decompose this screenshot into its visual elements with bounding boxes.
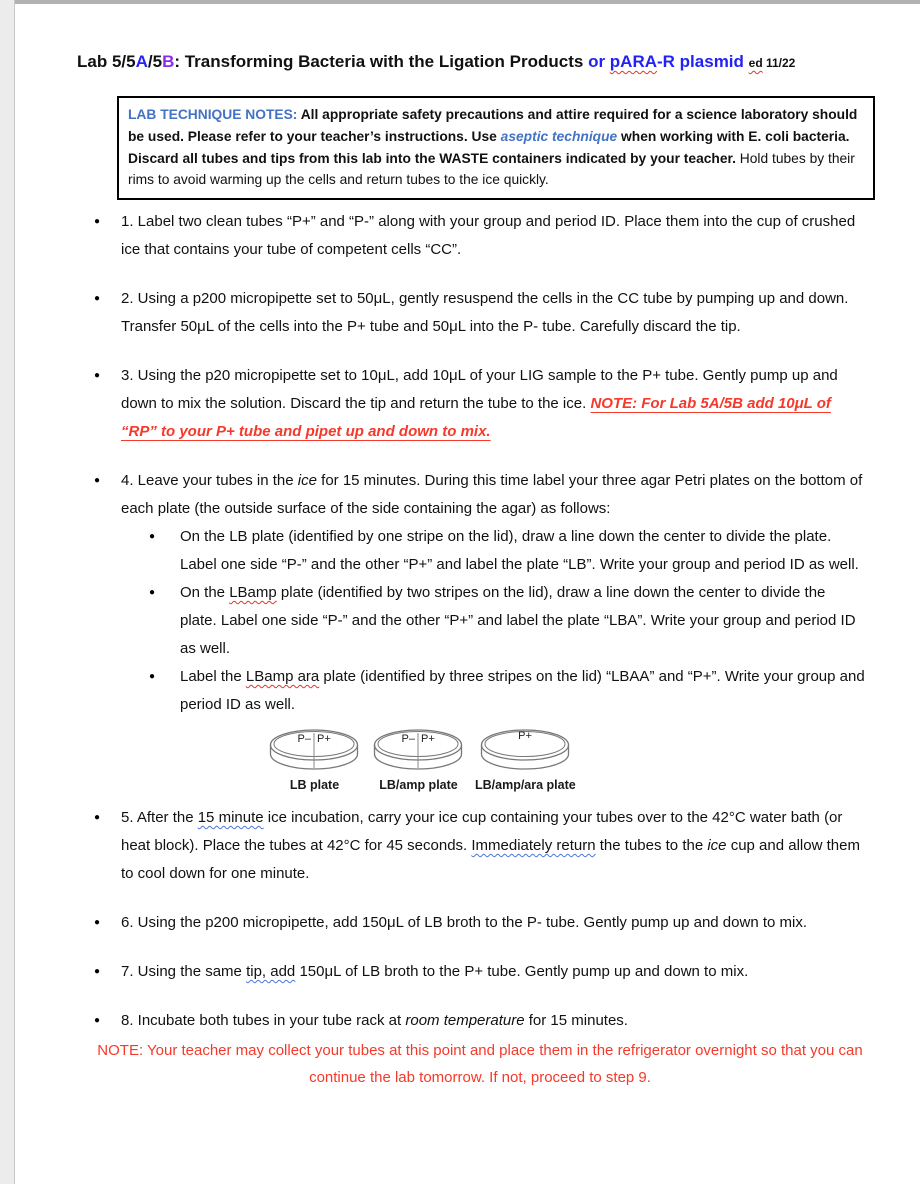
plate-caption: LB/amp/ara plate	[475, 778, 576, 793]
text-segment: On the LB plate (identified by one stripe on the lid), draw a line down the center to divide the plate. Label one side “P-” and the other “P+” and label the plate “LB”. Write your group and period ID as well.	[180, 528, 859, 574]
step-8-text	[121, 1007, 869, 1035]
text-segment: 7. Using the same	[121, 963, 247, 981]
text-segment: ice	[707, 837, 727, 855]
step-4	[15, 467, 920, 523]
svg-text:P+: P+	[517, 730, 532, 743]
step-4a	[15, 523, 920, 579]
svg-text:P+: P+	[317, 733, 331, 746]
plate-caption: LB/amp plate	[379, 778, 458, 793]
text-segment: A	[135, 52, 148, 71]
bullet-icon: ●	[94, 966, 101, 978]
text-segment: tip, add	[246, 963, 296, 981]
text-segment: 1. Label two clean tubes “P+” and “P-” along with your group and period ID. Place them into the cup of crushed ice that contains your tube of competent cells “CC”.	[121, 213, 856, 259]
text-segment: 5. After the	[121, 809, 198, 827]
text-segment: LBamp	[229, 584, 277, 602]
petri-dish-drawing	[478, 725, 573, 777]
petri-plate-lb-amp	[371, 725, 466, 792]
step-4b	[15, 579, 920, 663]
step-6-text	[121, 909, 869, 937]
bullet-icon: ●	[94, 917, 101, 929]
petri-dish-drawing	[267, 725, 362, 777]
text-segment: pARA	[609, 52, 658, 71]
text-segment: 6. Using the p200 micropipette, add 150μL of LB broth to the P- tube. Gently pump up and down to mix.	[121, 914, 808, 932]
petri-dish-drawing	[371, 725, 466, 777]
text-segment: /5	[147, 52, 163, 71]
text-segment: cup and allow them to cool down for one minute.	[121, 837, 860, 883]
text-segment: ed	[748, 56, 763, 70]
text-segment: for 15 minutes.	[524, 1012, 628, 1030]
text-segment: On the	[180, 584, 230, 602]
step-1	[15, 208, 920, 264]
text-segment: aseptic technique	[500, 128, 618, 144]
teacher-collection-note: NOTE: Your teacher may collect your tubes at this point and place them in the refrigerator overnight so that you can continue the lab tomorrow. If not, proceed to step 9.	[97, 1042, 863, 1087]
text-segment: room temperature	[405, 1012, 525, 1030]
viewer-left-edge	[0, 0, 15, 1184]
svg-text:P–: P–	[401, 733, 415, 746]
text-segment: or	[588, 52, 610, 71]
text-segment: 11/22	[762, 56, 796, 70]
step-8	[15, 1007, 920, 1035]
bullet-icon: ●	[94, 812, 101, 824]
step-4a-text	[180, 523, 866, 579]
step-2-text	[121, 285, 869, 341]
protocol-steps	[15, 208, 920, 1091]
text-segment: ice incubation, carry your ice cup containing your tubes over to the 42°C water bath (or heat block). Place the tubes at 42°C for 45 seconds.	[121, 809, 843, 855]
step-4-text	[121, 467, 869, 523]
text-segment: the tubes to the	[595, 837, 708, 855]
text-segment: B	[162, 52, 175, 71]
text-segment: All appropriate safety precautions and attire required for a science laboratory should be used. Please refer to your teacher’s instructions. Use	[128, 107, 858, 144]
page-title	[77, 52, 920, 72]
text-segment: ice	[297, 472, 317, 490]
text-segment: : Transforming Bacteria with the Ligation Products	[174, 52, 589, 71]
text-segment: NOTE: For Lab 5A/5B add 10μL of “RP” to your P+ tube and pipet up and down to mix.	[121, 395, 831, 441]
bullet-icon: ●	[94, 293, 101, 305]
step-5	[15, 804, 920, 888]
plate-caption: LB plate	[289, 778, 340, 793]
document-page	[15, 4, 920, 1184]
step-4b-text	[180, 579, 866, 663]
text-segment: 3. Using the p20 micropipette set to 10μL, add 10μL of your LIG sample to the P+ tube. Gently pump up and down to mix the solution. Discard the tip and return the tube to the ice.	[121, 367, 838, 413]
petri-plate-lb-amp-ara	[475, 725, 576, 792]
step-4c-text	[180, 663, 866, 719]
step-1-text	[121, 208, 869, 264]
bullet-icon: ●	[149, 531, 156, 543]
text-segment: 4. Leave your tubes in the	[121, 472, 298, 490]
text-segment: when working with E. coli bacteria. Discard all tubes and tips from this lab into the WASTE containers indicated by your teacher.	[128, 128, 850, 166]
petri-plate-figure	[267, 725, 920, 792]
svg-text:P+: P+	[421, 733, 435, 746]
svg-text:P–: P–	[297, 733, 311, 746]
text-segment: 150μL of LB broth to the P+ tube. Gently pump up and down to mix.	[295, 963, 749, 981]
petri-plate-lb	[267, 725, 362, 792]
text-segment: plate (identified by two stripes on the lid), draw a line down the center to divide the plate. Label one side “P-” and the other “P+” and label the plate “LBA”. Write your group and period ID as well.	[180, 584, 856, 658]
text-segment: LBamp ara	[245, 668, 320, 686]
step-3	[15, 362, 920, 446]
bullet-icon: ●	[149, 587, 156, 599]
step-3-text	[121, 362, 869, 446]
text-segment: -R plasmid	[657, 52, 749, 71]
text-segment: 2. Using a p200 micropipette set to 50μL, gently resuspend the cells in the CC tube by pumping up and down. Transfer 50μL of the cells into the P+ tube and 50μL into the P- tube. Carefully discard the tip.	[121, 290, 849, 336]
bullet-icon: ●	[94, 370, 101, 382]
text-segment: for 15 minutes. During this time label your three agar Petri plates on the bottom of each plate (the outside surface of the side containing the agar) as follows:	[121, 472, 863, 518]
text-segment: Hold tubes by their rims to avoid warming up the cells and return tubes to the ice quickly.	[128, 150, 855, 188]
step-2	[15, 285, 920, 341]
text-segment: Lab 5/5	[77, 52, 136, 71]
step-5-text	[121, 804, 869, 888]
step-7-text	[121, 958, 869, 986]
text-segment: 15 minute	[197, 809, 264, 827]
text-segment: Immediately return	[471, 837, 596, 855]
text-segment: LAB TECHNIQUE NOTES:	[128, 107, 301, 122]
step-6	[15, 909, 920, 937]
step-4c	[15, 663, 920, 719]
bullet-icon: ●	[149, 671, 156, 683]
bullet-icon: ●	[94, 216, 101, 228]
bullet-icon: ●	[94, 475, 101, 487]
text-segment: Label the	[180, 668, 246, 686]
text-segment: plate (identified by three stripes on the lid) “LBAA” and “P+”. Write your group and period ID as well.	[180, 668, 865, 714]
bullet-icon: ●	[94, 1015, 101, 1027]
lab-technique-notes-box	[117, 96, 875, 200]
text-segment: 8. Incubate both tubes in your tube rack at	[121, 1012, 406, 1030]
step-7	[15, 958, 920, 986]
